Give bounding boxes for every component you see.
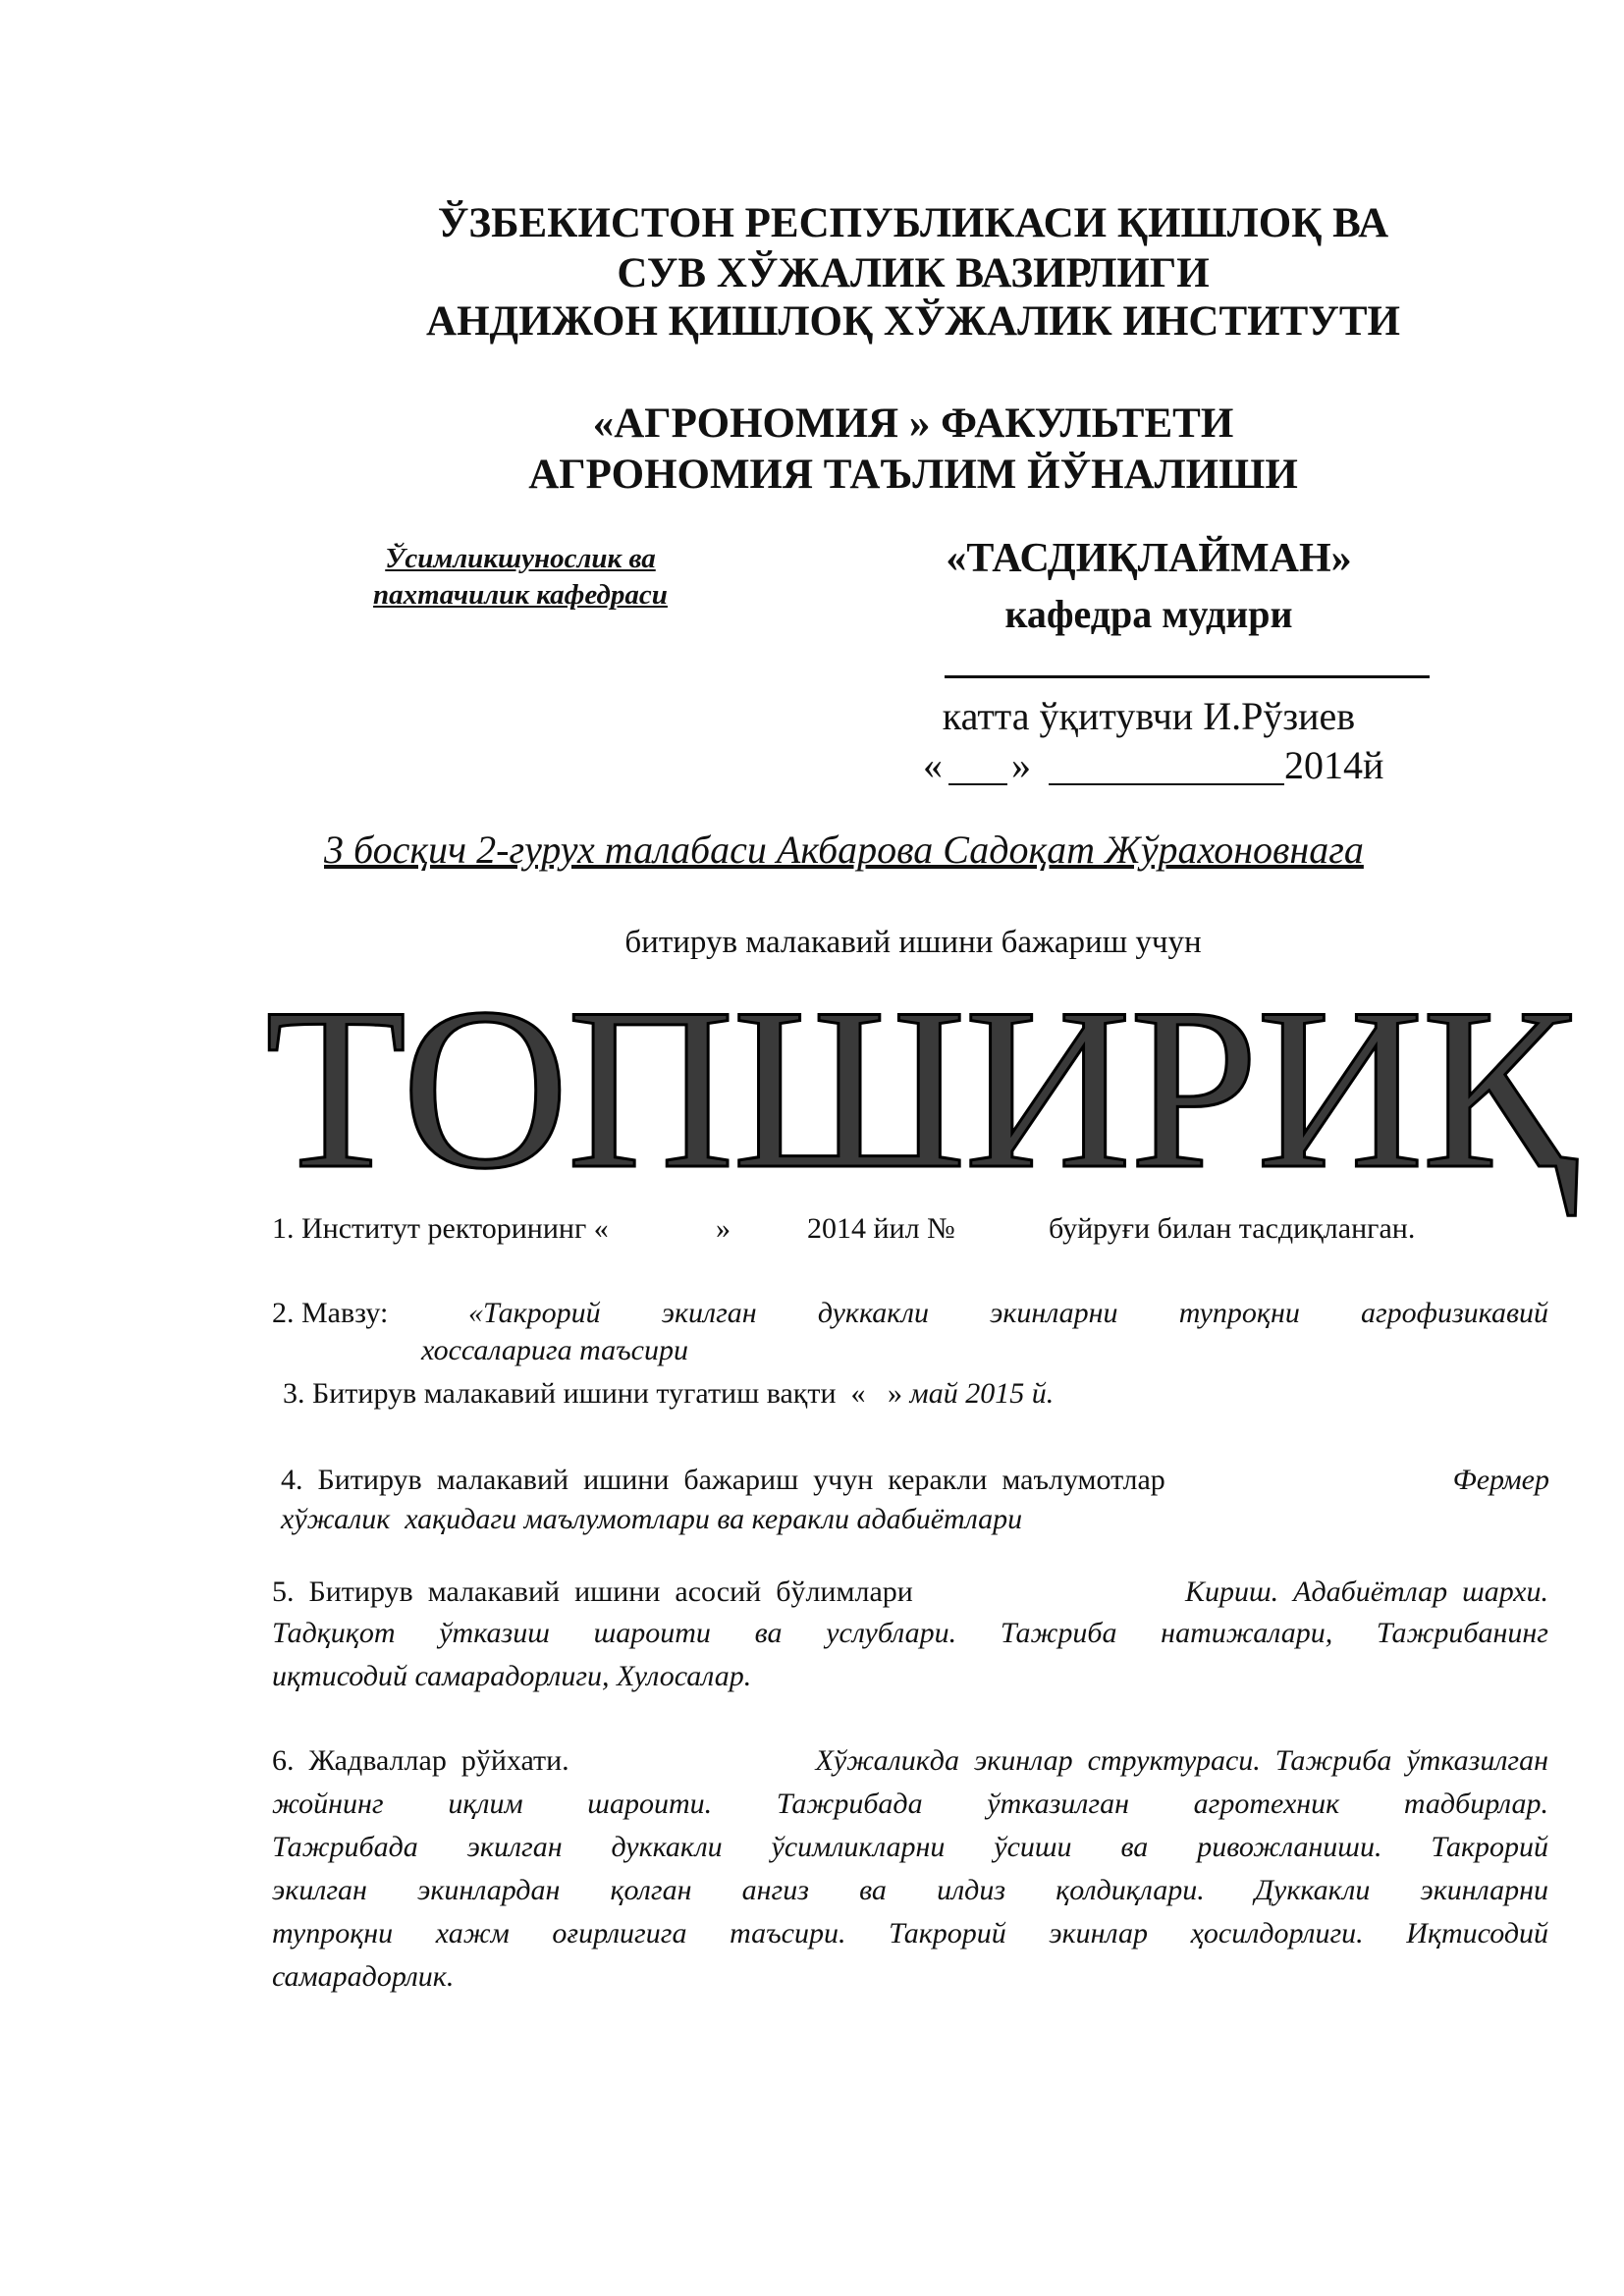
day-blank: [948, 783, 1007, 785]
approval-signer: катта ўқитувчи И.Рўзиев: [942, 694, 1356, 738]
item-1-part-d: буйруғи билан тасдиқланган.: [1049, 1212, 1416, 1245]
item-6-text-line5: тупроқни хажм оғирлигига таъсири. Такрорий экинлар ҳосилдорлиги. Иқтисодий: [272, 1917, 1548, 1949]
item-2-text-line2: хоссаларига таъсири: [421, 1334, 688, 1366]
department-line1: Ўсимликшунослик ва: [385, 543, 656, 574]
item-1: [272, 1214, 1548, 1254]
approval-position: кафедра мудири: [1004, 592, 1293, 636]
approval-title: «ТАСДИҚЛАЙМАН»: [946, 536, 1352, 581]
item-5-text-line1: Кириш. Адабиётлар шархи.: [1185, 1575, 1548, 1608]
approval-year: 2014й: [1284, 743, 1384, 787]
purpose-line: битирув малакавий ишини бажариш учун: [624, 925, 1202, 960]
item-3-text: май 2015 й.: [909, 1377, 1055, 1410]
item-4-line1: [281, 1459, 1549, 1502]
item-6-text-line6: самарадорлик.: [272, 1960, 455, 1993]
faculty-title: «АГРОНОМИЯ » ФАКУЛЬТЕТИ: [592, 400, 1234, 447]
item-5-text-line2: Тадқиқот ўтказиш шароити ва услублари. Тажриба натижалари, Тажрибанинг: [272, 1617, 1548, 1649]
item-5-label: 5. Битирув малакавий ишини асосий бўлимлари: [272, 1575, 913, 1608]
item-6-text-line4: экилган экинлардан қолган ангиз ва илдиз қолдиқлари. Дуккакли экинларни: [272, 1874, 1548, 1906]
item-6-text-line2: жойнинг иқлим шароити. Тажрибада ўтказилган агротехник тадбирлар.: [272, 1788, 1548, 1820]
ministry-title-line1: ЎЗБЕКИСТОН РЕСПУБЛИКАСИ ҚИШЛОҚ ВА: [437, 200, 1389, 246]
document-big-title: ТОПШИРИҚ: [265, 961, 1575, 1217]
item-3-label: 3. Битирув малакавий ишини тугатиш вақти « »: [283, 1377, 903, 1410]
item-6-text-line3: Тажрибада экилган дуккакли ўсимликларни ўсиши ва ривожланиши. Такрорий: [272, 1831, 1548, 1863]
ministry-title-line2: СУВ ХЎЖАЛИК ВАЗИРЛИГИ: [617, 250, 1210, 296]
item-4-text-line2: хўжалик хақидаги маълумотлари ва керакли адабиётлари: [281, 1503, 1023, 1535]
item-5-line1: [272, 1571, 1548, 1614]
approval-date-line: [923, 743, 1394, 795]
item-6-line1: [272, 1739, 1548, 1783]
student-line: 3 босқич 2-гурух талабаси Акбарова Садоқат Жўрахоновнага: [324, 828, 1364, 872]
date-close-quote: »: [1011, 743, 1031, 787]
item-4-text-line1: Фермер: [1452, 1464, 1549, 1496]
item-5-text-line3: иқтисодий самарадорлиги, Хулосалар.: [272, 1660, 752, 1692]
item-2-label: 2. Мавзу:: [272, 1297, 389, 1329]
item-3: [283, 1372, 1054, 1415]
item-1-part-c: 2014 йил №: [807, 1212, 955, 1245]
month-blank: [1049, 783, 1284, 785]
item-1-part-b: »: [716, 1212, 731, 1245]
signature-line: [945, 675, 1430, 678]
direction-title: АГРОНОМИЯ ТАЪЛИМ ЙЎНАЛИШИ: [528, 452, 1298, 498]
department-line2: пахтачилик кафедраси: [373, 579, 668, 611]
item-6-text-line1: Хўжаликда экинлар структураси. Тажриба ўтказилган: [815, 1744, 1548, 1777]
item-4-label: 4. Битирув малакавий ишини бажариш учун керакли маълумотлар: [281, 1464, 1165, 1496]
date-open-quote: «: [923, 743, 943, 787]
item-6-label: 6. Жадваллар рўйхати.: [272, 1744, 569, 1777]
institute-title: АНДИЖОН ҚИШЛОҚ ХЎЖАЛИК ИНСТИТУТИ: [426, 298, 1400, 345]
item-2-text-line1: «Такрорий экилган дуккакли экинларни тупроқни агрофизикавий: [468, 1297, 1548, 1329]
item-1-part-a: 1. Институт ректорининг «: [272, 1212, 609, 1245]
